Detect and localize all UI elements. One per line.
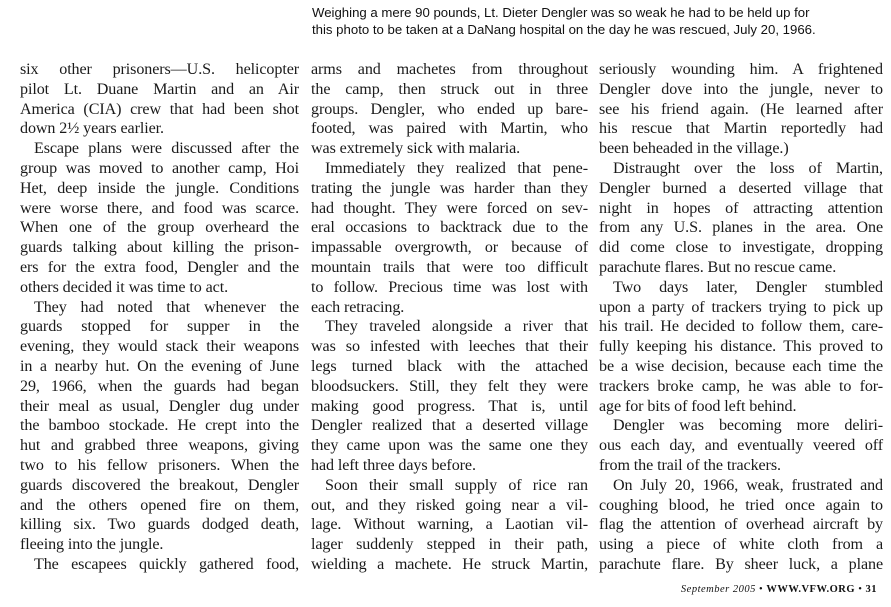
- text-line: When one of the group overheard the: [20, 219, 299, 237]
- text-line: from the trail of the trackers.: [599, 456, 781, 474]
- footer-separator-2: •: [858, 584, 863, 595]
- text-line: others decided it was time to act.: [20, 278, 228, 296]
- text-line: Distraught over the loss of Martin,: [613, 159, 883, 177]
- text-line: They had noted that whenever the: [34, 298, 299, 316]
- text-line: fleeing into the jungle.: [20, 536, 164, 554]
- text-line: their meal as usual, Dengler dug under: [20, 397, 299, 415]
- text-line: Escape plans were discussed after the: [34, 140, 299, 158]
- text-line: his rescue that Martin reportedly had: [599, 120, 883, 138]
- text-line: was so infested with leeches that their: [311, 338, 588, 356]
- text-line: night in hopes of attracting attention: [599, 199, 883, 217]
- text-line: footed, was paired with Martin, who: [311, 120, 588, 138]
- text-line: mountain trails that were too difficult: [311, 258, 588, 276]
- text-line: parachute flares. But no rescue came.: [599, 258, 837, 276]
- text-line: seriously wounding him. A frightened: [599, 61, 883, 78]
- text-line: in a nearby hut. On the evening of June: [20, 357, 299, 375]
- text-line: Het, deep inside the jungle. Conditions: [20, 179, 299, 197]
- text-line: the camp, then struck out in three: [311, 80, 588, 98]
- text-line: ers for the extra food, Dengler and the: [20, 258, 299, 276]
- text-line: using a piece of white cloth from a: [599, 536, 883, 554]
- text-line: be a wise decision, because each time the: [599, 357, 883, 375]
- text-line: group was moved to another camp, Hoi: [20, 159, 299, 177]
- text-line: evening, they would stack their weapons: [20, 338, 299, 356]
- caption-line-2: this photo to be taken at a DaNang hospital on the day he was rescued, July 20, 1966.: [312, 22, 816, 37]
- text-line: and the others opened fire on them,: [20, 496, 299, 514]
- text-line: had thought. They were forced on sev-: [311, 199, 588, 217]
- text-line: were worse there, and food was scarce.: [20, 199, 299, 217]
- text-line: Dengler dove into the jungle, never to: [599, 80, 883, 98]
- text-line: lager suddenly stepped in their path,: [311, 536, 588, 554]
- issue-date: September 2005: [680, 584, 756, 595]
- text-line: They traveled alongside a river that: [325, 318, 588, 336]
- text-line: guards discovered the breakout, Dengler: [20, 476, 299, 494]
- text-line: making good progress. That is, until: [311, 397, 588, 415]
- text-line: trating the jungle was harder than they: [311, 179, 588, 197]
- page-footer: [681, 584, 877, 595]
- text-line: America (CIA) crew that had been shot: [20, 100, 299, 118]
- text-line: lage. Without warning, a Laotian vil-: [311, 516, 588, 534]
- text-line: age for bits of food left behind.: [599, 397, 797, 415]
- text-line: bloodsuckers. Still, they felt they were: [311, 377, 588, 395]
- page-number: 31: [865, 584, 877, 595]
- text-line: guards talking about killing the prison-: [20, 239, 299, 257]
- website: WWW.VFW.ORG: [766, 584, 856, 595]
- text-line: arms and machetes from throughout: [311, 61, 588, 78]
- caption-line-1: Weighing a mere 90 pounds, Lt. Dieter Dengler was so weak he had to be held up for: [312, 5, 810, 20]
- text-line: Dengler was becoming more deliri-: [613, 417, 883, 435]
- text-line: wielding a machete. He struck Martin,: [311, 555, 588, 573]
- article-column-1: [20, 60, 299, 575]
- text-line: coughing blood, he tried once again to: [599, 496, 883, 514]
- text-line: had left three days before.: [311, 456, 476, 474]
- text-line: ous each day, and eventually veered off: [599, 437, 883, 455]
- text-line: see his friend again. (He learned after: [599, 100, 883, 118]
- text-line: each retracing.: [311, 298, 405, 316]
- text-line: to follow. Precious time was lost with: [311, 278, 588, 296]
- text-line: fully keeping his distance. This proved to: [599, 338, 883, 356]
- text-line: was extremely sick with malaria.: [311, 140, 521, 158]
- text-line: legs turned black with the attached: [311, 357, 588, 375]
- text-line: down 2½ years earlier.: [20, 120, 164, 138]
- text-line: six other prisoners—U.S. helicopter: [20, 61, 299, 78]
- text-line: upon a party of trackers trying to pick up: [599, 298, 883, 316]
- text-line: two to his fellow prisoners. When the: [20, 456, 299, 474]
- text-line: his trail. He decided to follow them, care-: [599, 318, 883, 336]
- text-line: parachute flare. By sheer luck, a plane: [599, 555, 883, 573]
- article-column-2: [311, 60, 588, 575]
- text-line: guards stopped for supper in the: [20, 318, 299, 336]
- text-line: impassable overgrowth, or because of: [311, 239, 588, 257]
- text-line: eral occasions to backtrack due to the: [311, 219, 588, 237]
- text-line: out, and they risked going near a vil-: [311, 496, 588, 514]
- text-line: pilot Lt. Duane Martin and an Air: [20, 80, 299, 98]
- photo-caption: [312, 4, 882, 38]
- text-line: they came upon was the same one they: [311, 437, 588, 455]
- text-line: the bamboo stockade. He crept into the: [20, 417, 299, 435]
- article-column-3: [599, 60, 883, 575]
- text-line: flag the attention of overhead aircraft by: [599, 516, 883, 534]
- text-line: hut and grabbed three weapons, giving: [20, 437, 299, 455]
- text-line: from any U.S. planes in the area. One: [599, 219, 883, 237]
- text-line: Immediately they realized that pene-: [325, 159, 588, 177]
- text-line: killing six. Two guards dodged death,: [20, 516, 299, 534]
- text-line: On July 20, 1966, weak, frustrated and: [613, 476, 883, 494]
- text-line: trackers broke camp, he was able to for-: [599, 377, 883, 395]
- text-line: Soon their small supply of rice ran: [325, 476, 588, 494]
- footer-separator: •: [759, 584, 764, 595]
- text-line: The escapees quickly gathered food,: [34, 555, 299, 573]
- text-line: did come close to investigate, dropping: [599, 239, 883, 257]
- text-line: groups. Dengler, who ended up bare-: [311, 100, 588, 118]
- text-line: Dengler realized that a deserted village: [311, 417, 588, 435]
- text-line: 29, 1966, when the guards had began: [20, 377, 299, 395]
- text-line: been beheaded in the village.): [599, 140, 789, 158]
- text-line: Two days later, Dengler stumbled: [613, 278, 883, 296]
- text-line: Dengler burned a deserted village that: [599, 179, 883, 197]
